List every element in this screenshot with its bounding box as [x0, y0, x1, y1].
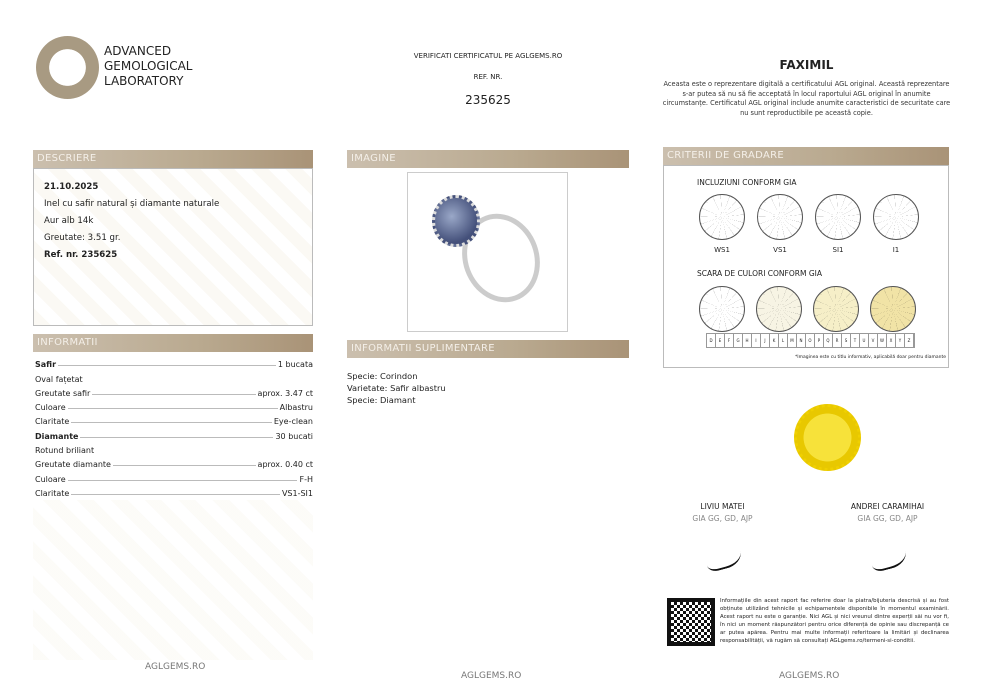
info-value: aprox. 0.40 ct	[257, 460, 313, 470]
lab-name	[104, 44, 193, 89]
color-grade: T	[851, 334, 860, 347]
criterii-header: CRITERII DE GRADARE	[663, 147, 949, 165]
color-diamond-icon	[813, 286, 859, 332]
verify-title: VERIFICATI CERTIFICATUL PE AGLGEMS.RO	[413, 52, 563, 60]
leader-line	[58, 365, 276, 366]
footer-link[interactable]: AGLGEMS.RO	[461, 671, 522, 681]
info-label: Greutate safir	[35, 388, 91, 398]
disclaimer-text: Informațiile din acest raport fac referire doar la piatra/bijuteria descrisă și au fost obținute utilizând tehnicile și echipamentele disponibile în momentul examinării. Acest raport nu este o garanție. Nici AGL și nici vreunul dintre experții săi nu vor fi, în nici un moment răspunzători pentru orice diferență de opinie sau discrepanță ce ar putea apărea. Pentru mai multe informații referitoare la limitări și declinarea responsabilității, vă rugăm să consultați AGLgems.ro/termeni-si-conditii.	[720, 598, 949, 644]
diamond-diagram-icon	[815, 194, 861, 240]
color-grade: S	[842, 334, 851, 347]
leader-line	[68, 480, 298, 481]
info-label: Claritate	[35, 417, 70, 427]
leader-line	[113, 465, 256, 466]
info-label: Culoare	[35, 403, 66, 413]
suplimentare-header: INFORMATII SUPLIMENTARE	[347, 340, 629, 358]
diamond-diagram-icon	[757, 194, 803, 240]
info-label: Claritate	[35, 488, 70, 498]
info-row	[35, 426, 313, 440]
info-label: Greutate diamante	[35, 460, 111, 470]
color-grade: P	[815, 334, 824, 347]
info-row	[35, 469, 313, 483]
color-diamond-icon	[756, 286, 802, 332]
faximil-title: FAXIMIL	[779, 58, 834, 72]
signatory-name: LIVIU MATEI	[700, 502, 745, 511]
clarity-label: SI1	[832, 246, 844, 254]
lab-name-line: LABORATORY	[104, 74, 184, 88]
leader-line	[71, 422, 272, 423]
signature-icon	[867, 539, 909, 573]
info-label: Rotund briliant	[35, 446, 95, 456]
info-row	[35, 484, 313, 498]
color-grade: M	[788, 334, 797, 347]
color-grade: L	[779, 334, 788, 347]
info-label: Safir	[35, 360, 57, 370]
info-row	[35, 384, 313, 398]
color-grade: H	[743, 334, 752, 347]
faximil-block	[660, 58, 953, 118]
description-item: Inel cu safir natural și diamante naturale	[44, 199, 220, 209]
agl-seal-logo	[36, 36, 99, 99]
incluziuni-title: INCLUZIUNI CONFORM GIA	[697, 178, 797, 187]
info-value: Eye-clean	[273, 417, 313, 427]
leader-line	[80, 437, 273, 438]
description-date: 21.10.2025	[44, 182, 99, 192]
info-row	[35, 355, 313, 369]
color-grade: I	[752, 334, 761, 347]
info-value: aprox. 3.47 ct	[257, 388, 313, 398]
signatory-name: ANDREI CARAMIHAI	[850, 502, 925, 511]
culori-title: SCARA DE CULORI CONFORM GIA	[697, 269, 822, 278]
informatii-header: INFORMATII	[33, 334, 313, 352]
qr-code-icon	[667, 598, 715, 646]
background-pattern	[33, 500, 313, 660]
criterii-box	[663, 165, 949, 368]
description-weight: Greutate: 3.51 gr.	[44, 233, 121, 243]
color-grade: V	[869, 334, 878, 347]
color-grade: E	[716, 334, 725, 347]
color-grade: Q	[824, 334, 833, 347]
color-grade: J	[761, 334, 770, 347]
info-row	[35, 369, 313, 383]
description-ref: Ref. nr. 235625	[44, 250, 118, 260]
color-grade: N	[797, 334, 806, 347]
signatory-title: GIA GG, GD, AJP	[692, 514, 753, 523]
criterii-note: *Imaginea este cu titlu informativ, aplicabilă doar pentru diamante	[795, 355, 946, 360]
suplimentare-text	[347, 370, 446, 406]
color-grade: Y	[896, 334, 905, 347]
species-corindon: Specie: Corindon	[347, 371, 418, 381]
info-row	[35, 398, 313, 412]
lab-name-line: ADVANCED	[104, 44, 172, 58]
faximil-text: Aceasta este o reprezentare digitală a certificatului AGL original. Această reprezentare s-ar putea să nu să fie acceptată în locul raportului AGL original în anumite circumstanțe. Certificatul AGL original include anumite caracteristici de securitate care nu sunt reproductibile pe această copie.	[662, 80, 951, 117]
color-grade: K	[770, 334, 779, 347]
ref-label: REF. NR.	[473, 73, 503, 81]
clarity-label: I1	[892, 246, 900, 254]
description-metal: Aur alb 14k	[44, 216, 94, 226]
color-grade: X	[887, 334, 896, 347]
signatory-title: GIA GG, GD, AJP	[857, 514, 918, 523]
ref-value: 235625	[465, 93, 511, 107]
color-grade: R	[833, 334, 842, 347]
info-value: VS1-SI1	[281, 488, 313, 498]
leader-line	[92, 394, 255, 395]
color-grade: D	[707, 334, 716, 347]
verify-block	[350, 52, 626, 107]
color-diamond-icon	[699, 286, 745, 332]
leader-line	[68, 408, 278, 409]
descriere-header: DESCRIERE	[33, 150, 313, 168]
signature-icon	[702, 539, 744, 573]
info-label: Oval fațetat	[35, 374, 83, 384]
info-row	[35, 412, 313, 426]
ring-image	[407, 172, 568, 332]
descriere-box	[33, 168, 313, 326]
leader-line	[71, 494, 280, 495]
clarity-label: WS1	[714, 246, 730, 254]
gold-seal-icon	[794, 404, 861, 471]
info-row	[35, 441, 313, 455]
color-grade: F	[725, 334, 734, 347]
info-value: 30 bucati	[275, 431, 313, 441]
info-value: 1 bucata	[277, 360, 313, 370]
info-label: Diamante	[35, 431, 79, 441]
lab-name-line: GEMOLOGICAL	[104, 59, 193, 73]
variety: Varietate: Safir albastru	[347, 383, 446, 393]
color-grade: W	[878, 334, 887, 347]
color-grade: G	[734, 334, 743, 347]
info-value: F-H	[299, 474, 313, 484]
info-label: Culoare	[35, 474, 66, 484]
footer-link[interactable]: AGLGEMS.RO	[779, 671, 840, 681]
footer-link[interactable]: AGLGEMS.RO	[145, 662, 206, 672]
info-row	[35, 455, 313, 469]
species-diamant: Specie: Diamant	[347, 395, 416, 405]
color-grade: U	[860, 334, 869, 347]
color-scale	[706, 333, 915, 348]
clarity-label: VS1	[773, 246, 787, 254]
imagine-header: IMAGINE	[347, 150, 629, 168]
diamond-diagram-icon	[873, 194, 919, 240]
color-diamond-icon	[870, 286, 916, 332]
color-grade: O	[806, 334, 815, 347]
color-grade: Z	[905, 334, 914, 347]
informatii-table	[35, 355, 313, 498]
diamond-diagram-icon	[699, 194, 745, 240]
info-value: Albastru	[279, 403, 313, 413]
